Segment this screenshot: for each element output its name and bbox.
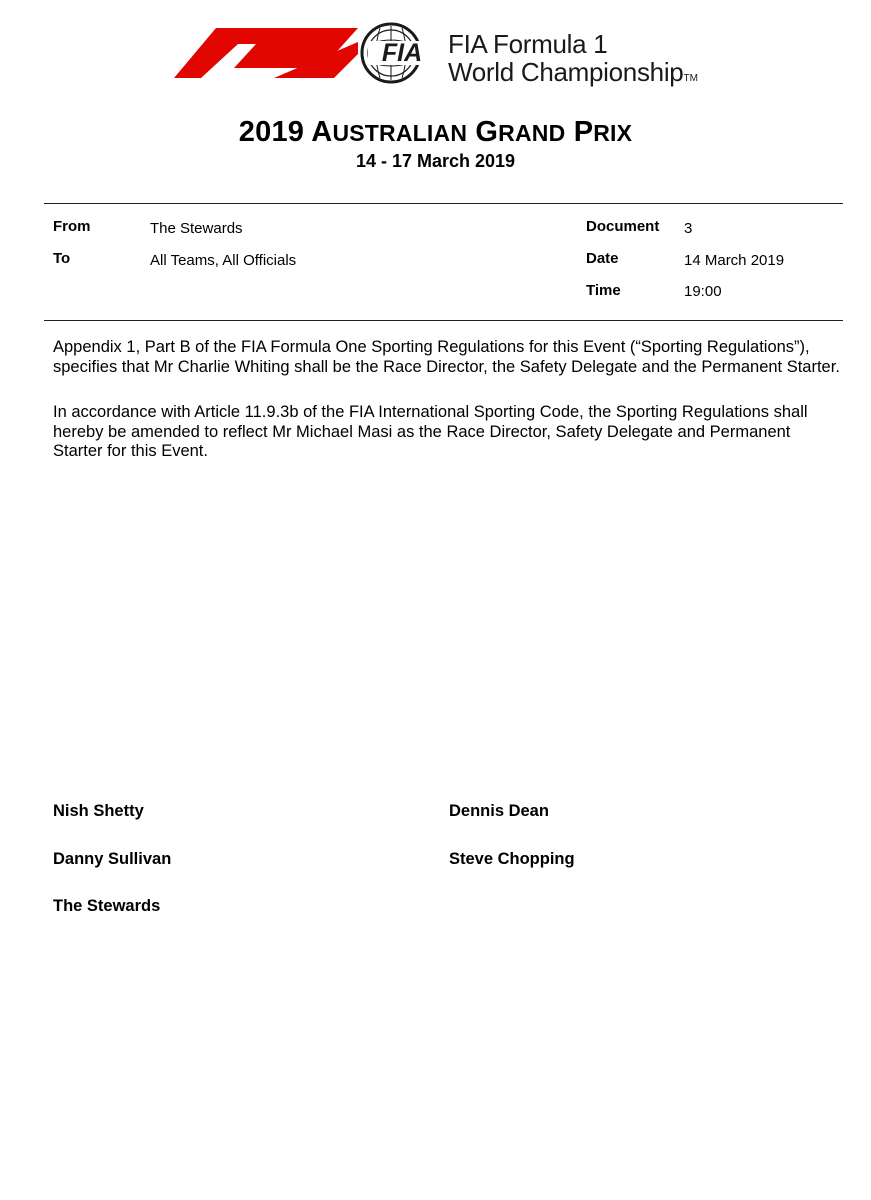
steward-name-2: Dennis Dean bbox=[449, 802, 549, 820]
bottom-divider bbox=[44, 320, 843, 321]
event-title-word2-rest: RAND bbox=[498, 120, 566, 146]
top-divider bbox=[44, 203, 843, 204]
fia-seal-text: FIA bbox=[381, 39, 423, 67]
f1-logo-icon bbox=[174, 28, 358, 78]
event-title-word1-initial: A bbox=[311, 116, 333, 148]
event-dates: 14 - 17 March 2019 bbox=[355, 151, 516, 171]
event-title-word3-initial: P bbox=[573, 116, 594, 148]
brand-line-1: FIA Formula 1 bbox=[448, 29, 608, 59]
body-paragraph-1: Appendix 1, Part B of the FIA Formula One Sporting Regulations for this Event (“Sporting Regulations”), specifies that Mr Charlie Whiting shall be the Race Director, the Safety Delegate and the Permanent Starter. bbox=[53, 338, 840, 376]
event-title bbox=[0, 116, 871, 149]
steward-name-3: Danny Sullivan bbox=[53, 850, 172, 868]
trademark: TM bbox=[683, 73, 698, 84]
f1-fia-logo bbox=[174, 22, 734, 88]
time-value: 19:00 bbox=[684, 283, 722, 300]
stewards-signoff: The Stewards bbox=[53, 897, 161, 915]
event-title-word2-initial: G bbox=[475, 116, 499, 148]
date-value: 14 March 2019 bbox=[684, 252, 785, 269]
to-label: To bbox=[53, 250, 71, 267]
event-title-year: 2019 bbox=[238, 116, 312, 148]
date-label: Date bbox=[586, 250, 619, 267]
document-value: 3 bbox=[684, 220, 693, 237]
body-paragraph-2: In accordance with Article 11.9.3b of the FIA International Sporting Code, the Sporting Regulations shall hereby be amended to reflect Mr Michael Masi as the Race Director, Safety Delegate and Permanent Starter for this Event. bbox=[53, 403, 808, 460]
steward-name-4: Steve Chopping bbox=[449, 850, 575, 868]
event-title-word1-rest: USTRALIAN bbox=[332, 120, 468, 146]
from-label: From bbox=[53, 218, 91, 235]
brand-line-2: World Championship bbox=[448, 57, 684, 87]
to-value: All Teams, All Officials bbox=[150, 252, 297, 269]
event-title-word3-rest: RIX bbox=[593, 120, 633, 146]
brand-text bbox=[448, 30, 698, 93]
steward-name-1: Nish Shetty bbox=[53, 802, 144, 820]
time-label: Time bbox=[586, 282, 621, 299]
document-label: Document bbox=[586, 218, 660, 235]
from-value: The Stewards bbox=[150, 220, 243, 237]
fia-seal-icon bbox=[360, 22, 444, 84]
